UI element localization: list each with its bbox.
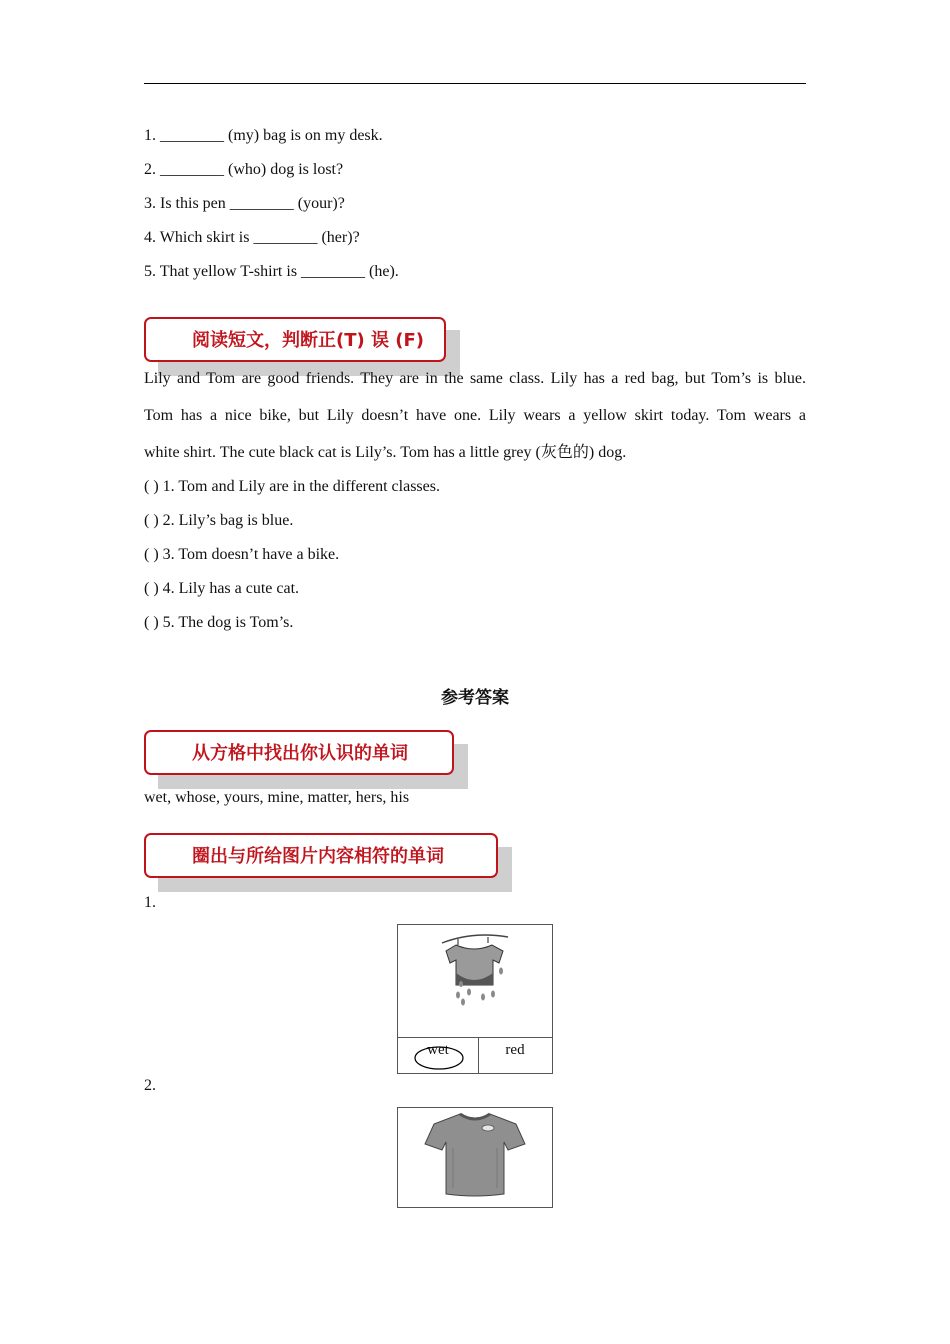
- section-title: 阅读短文，判断正(T) 误 (F): [192, 330, 425, 351]
- fill-in-item-3: 3. Is this pen ________ (your)?: [144, 195, 345, 212]
- fill-in-item-1: 1. ________ (my) bag is on my desk.: [144, 127, 383, 144]
- header-rule: [144, 83, 806, 84]
- tf-question-4: ( ) 4. Lily has a cute cat.: [144, 580, 300, 597]
- fill-in-item-4: 4. Which skirt is ________ (her)?: [144, 229, 360, 246]
- t-shirt-picture-card: [397, 1107, 553, 1208]
- t-shirt-icon: [398, 1108, 552, 1207]
- section-title: 圈出与所给图片内容相符的单词: [192, 846, 444, 867]
- tf-question-1: ( ) 1. Tom and Lily are in the different classes.: [144, 478, 440, 495]
- passage-line-3: white shirt. The cute black cat is Lily’s. Tom has a little grey (灰色的) dog.: [144, 444, 627, 461]
- answer-key-title: 参考答案: [441, 688, 509, 708]
- fill-in-item-2: 2. ________ (who) dog is lost?: [144, 161, 344, 178]
- tf-question-3: ( ) 3. Tom doesn’t have a bike.: [144, 546, 340, 563]
- item-label-2: 2.: [144, 1077, 156, 1094]
- reading-passage: [144, 360, 806, 471]
- item-label-1: 1.: [144, 894, 156, 911]
- section-title: 从方格中找出你认识的单词: [192, 743, 408, 764]
- fill-in-item-5: 5. That yellow T-shirt is ________ (he).: [144, 263, 399, 280]
- tf-question-2: ( ) 2. Lily’s bag is blue.: [144, 512, 294, 529]
- answer-words: wet, whose, yours, mine, matter, hers, his: [144, 789, 410, 806]
- option-wet: wet: [427, 1042, 449, 1058]
- passage-line-1: Lily and Tom are good friends. They are in the same class. Lily has a red bag, but Tom’s is blue.: [144, 370, 806, 387]
- answer-circle-icon: [413, 1045, 465, 1071]
- option-red: red: [505, 1042, 525, 1058]
- passage-line-2: Tom has a nice bike, but Lily doesn’t have one. Lily wears a yellow skirt today. Tom wears a: [144, 407, 806, 424]
- wet-shirt-picture-card: [397, 924, 553, 1074]
- picture-divider: [398, 1037, 552, 1038]
- tf-question-5: ( ) 5. The dog is Tom’s.: [144, 614, 294, 631]
- wet-shirt-icon: [398, 925, 552, 1037]
